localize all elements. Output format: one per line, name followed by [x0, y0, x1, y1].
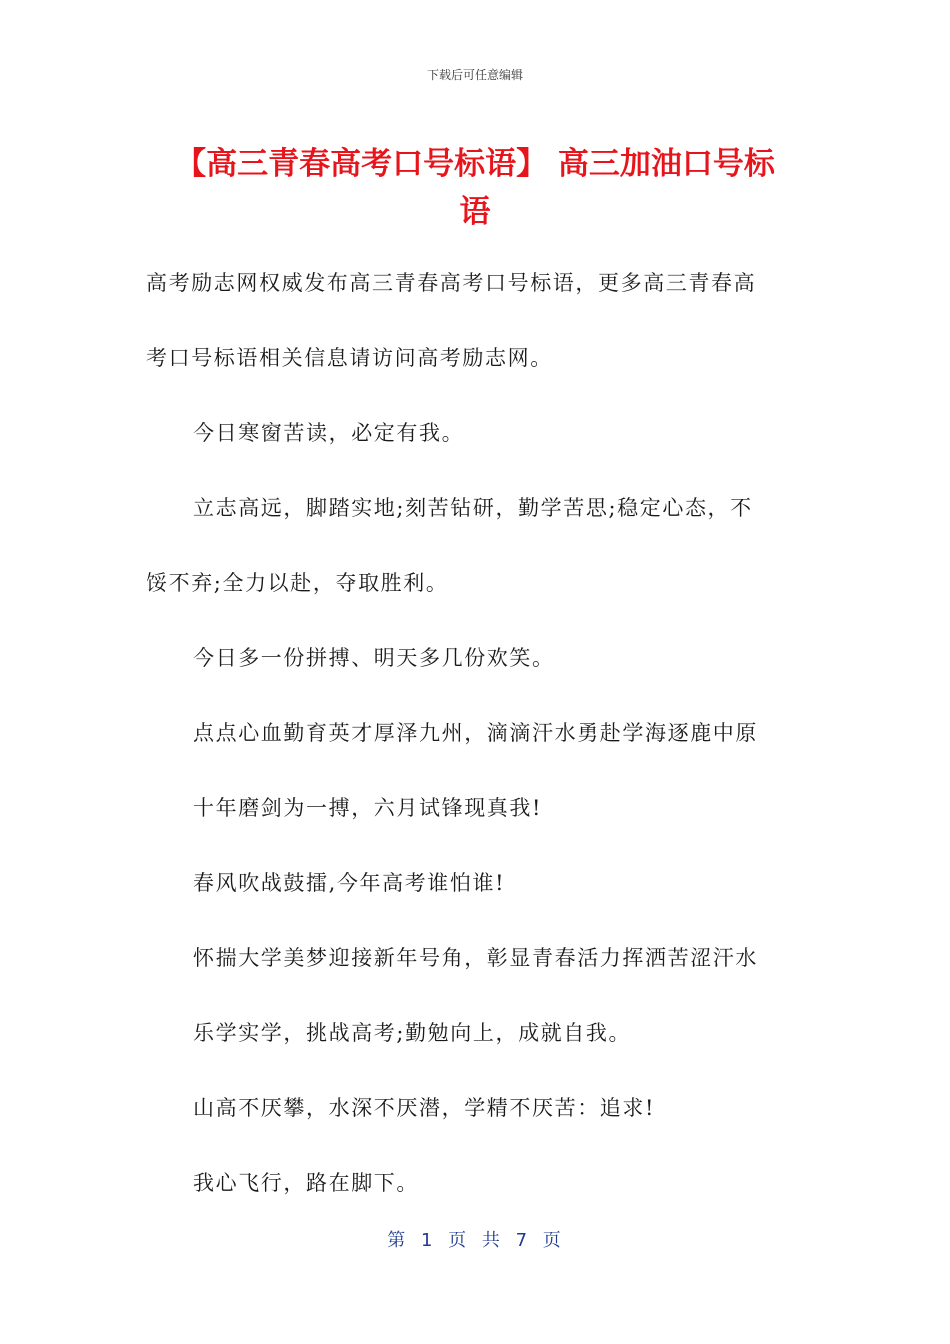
title-line-1: 【高三青春高考口号标语】 高三加油口号标: [175, 146, 775, 182]
slogan-1: 今日寒窗苦读，必定有我。: [193, 421, 465, 445]
slogan-7: 怀揣大学美梦迎接新年号角，彰显青春活力挥洒苦涩汗水: [193, 946, 758, 970]
title-line-2: 语: [459, 194, 491, 230]
document-title: [130, 140, 820, 236]
slogan-6: 春风吹战鼓擂,今年高考谁怕谁!: [193, 871, 506, 895]
intro-line-1: 高考励志网权威发布高三青春高考口号标语，更多高三青春高: [146, 271, 757, 295]
slogan-4: 点点心血勤育英才厚泽九州，滴滴汗水勇赴学海逐鹿中原: [193, 721, 758, 745]
slogan-2-continued: 馁不弃;全力以赴，夺取胜利。: [146, 571, 449, 595]
header-note: 下载后可任意编辑: [426, 68, 523, 82]
intro-line-2: 考口号标语相关信息请访问高考励志网。: [146, 346, 553, 370]
slogan-10: 我心飞行，路在脚下。: [193, 1171, 419, 1195]
document-body: [146, 246, 794, 1221]
page-footer: 第 1 页 共 7 页: [387, 1230, 563, 1251]
slogan-8: 乐学实学，挑战高考;勤勉向上，成就自我。: [193, 1021, 632, 1045]
slogan-5: 十年磨剑为一搏，六月试锋现真我!: [193, 796, 543, 820]
slogan-2: 立志高远，脚踏实地;刻苦钻研，勤学苦思;稳定心态，不: [193, 496, 753, 520]
slogan-3: 今日多一份拼搏、明天多几份欢笑。: [193, 646, 555, 670]
slogan-9: 山高不厌攀，水深不厌潜，学精不厌苦：追求!: [193, 1096, 656, 1120]
